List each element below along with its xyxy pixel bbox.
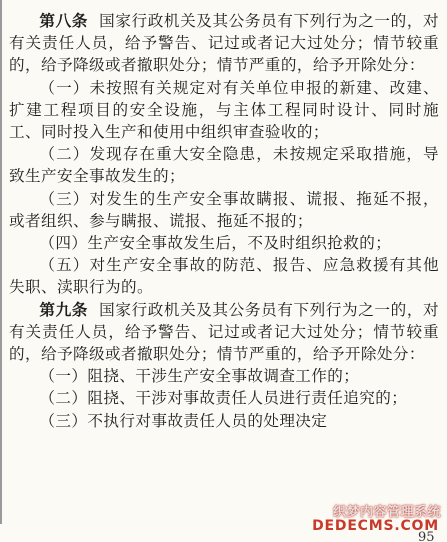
document-body (9, 10, 439, 432)
article-8-item-1: （一）未按照有关规定对有关单位申报的新建、改建、扩建工程项目的安全设施，与主体工程同时设计、同时施工、同时投入生产和使用中组织审查验收的； (9, 78, 439, 142)
article-8-item-3: （三）对发生的生产安全事故瞒报、谎报、拖延不报，或者组织、参与瞒报、谎报、拖延不报的； (9, 189, 439, 230)
article-8-heading: 第八条 (39, 12, 88, 30)
watermark-title: 织梦内容管理系统 (332, 505, 441, 520)
article-8-paragraph (9, 10, 439, 77)
article-8-item-2: （二）发现存在重大安全隐患，未按规定采取措施，导致生产安全事故发生的； (9, 145, 439, 186)
page-number: 95 (418, 530, 435, 542)
article-9-item-2: （二）阻挠、干涉对事故责任人员进行责任追究的； (39, 389, 408, 408)
article-8-item-4: （四）生产安全事故发生后，不及时组织抢救的； (39, 234, 392, 253)
article-9-item-3: （三）不执行对事故责任人员的处理决定 (39, 411, 328, 430)
article-9-intro: 国家行政机关及其公务员有下列行为之一的，对有关责任人员，给予警告、记过或者记大过处分；情节较重的，给予降级或者撤职处分；情节严重的，给予开除处分： (9, 300, 440, 364)
article-9-item-1: （一）阻挠、干涉生产安全事故调查工作的； (39, 367, 360, 386)
article-8-intro: 国家行政机关及其公务员有下列行为之一的，对有关责任人员，给予警告、记过或者记大过处分；情节较重的，给予降级或者撤职处分；情节严重的，给予开除处分： (9, 12, 440, 75)
article-8-item-5: （五）对生产安全事故的防范、报告、应急救援有其他失职、渎职行为的。 (9, 256, 439, 297)
page-left-rule (0, 0, 2, 524)
watermark-domain: DEDECMS.COM (312, 518, 439, 534)
article-9-heading: 第九条 (39, 300, 88, 319)
article-9-paragraph (9, 299, 439, 366)
